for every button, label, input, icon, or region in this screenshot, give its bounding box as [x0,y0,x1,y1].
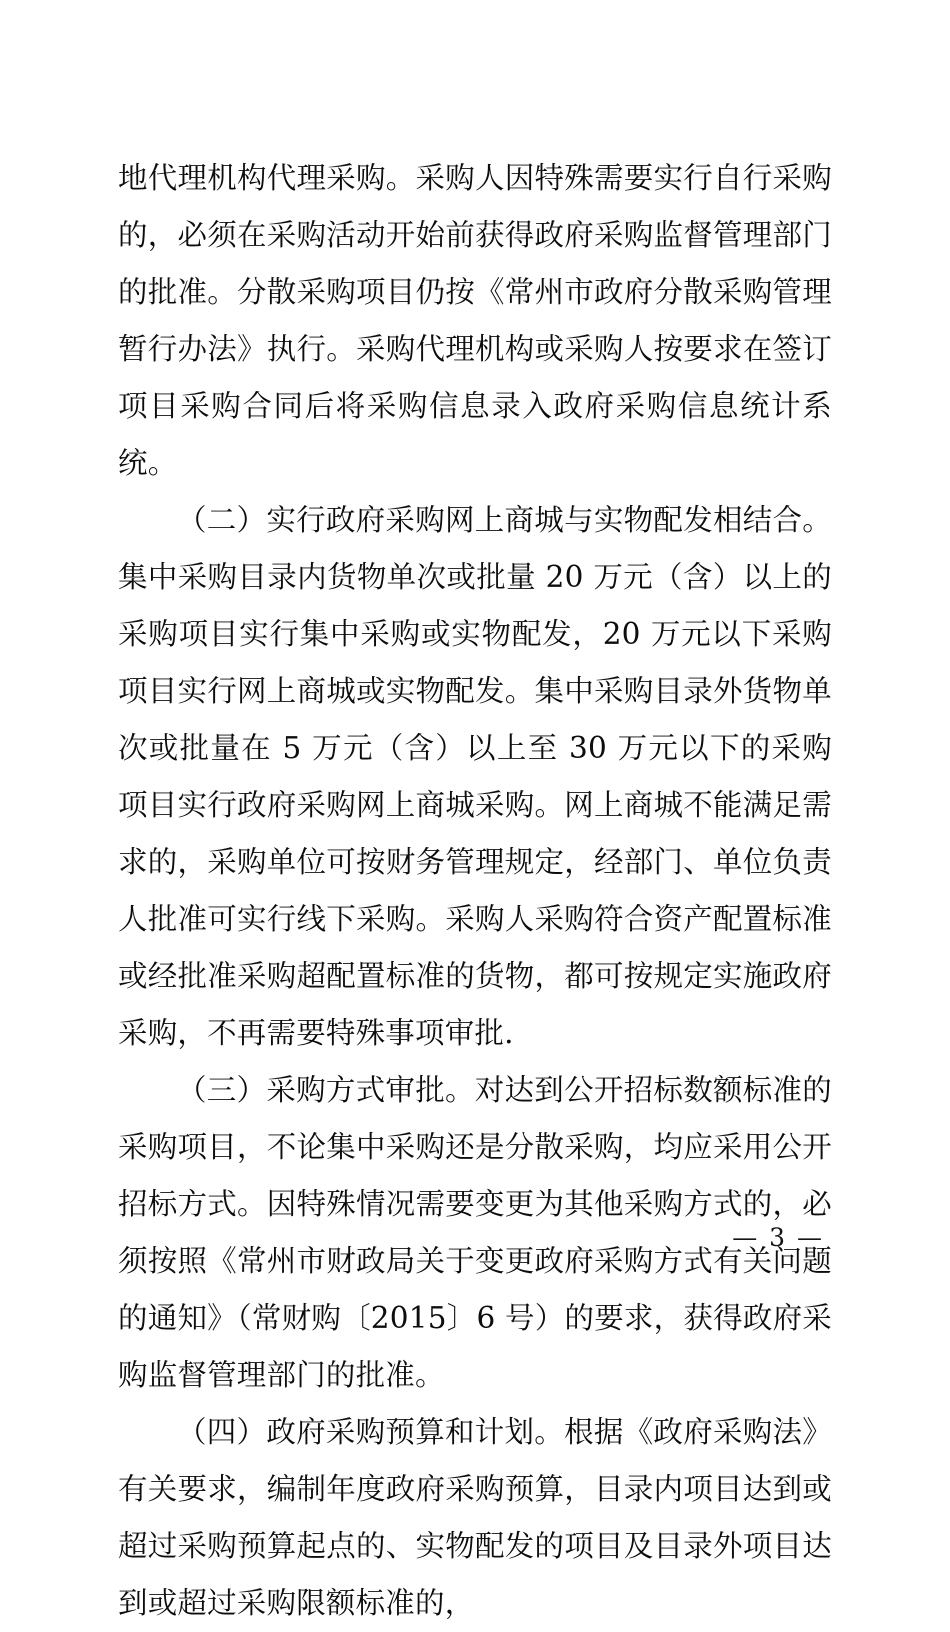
page-number: — 3 — [732,1223,824,1252]
paragraph-continued: 地代理机构代理采购。采购人因特殊需要实行自行采购的，必须在采购活动开始前获得政府采购监督管理部门的批准。分散采购项目仍按《常州市政府分散采购管理暂行办法》执行。采购代理机构或采购人按要求在签订项目采购合同后将采购信息录入政府采购信息统计系统。 [118,161,832,480]
document-body [118,150,832,1632]
paragraph-item-2: （二）实行政府采购网上商城与实物配发相结合。集中采购目录内货物单次或批量 20 万元（含）以上的采购项目实行集中采购或实物配发，20 万元以下采购项目实行网上商城或实物配发。集中采购目录外货物单次或批量在 5 万元（含）以上至 30 万元以下的采购项目实行政府采购网上商城采购。网上商城不能满足需求的，采购单位可按财务管理规定，经部门、单位负责人批准可实行线下采购。采购人采购符合资产配置标准或经批准采购超配置标准的货物，都可按规定实施政府采购，不再需要特殊事项审批. [118,503,832,1050]
paragraph-item-4: （四）政府采购预算和计划。根据《政府采购法》有关要求，编制年度政府采购预算，目录内项目达到或超过采购预算起点的、实物配发的项目及目录外项目达到或超过采购限额标准的， [118,1415,832,1620]
paragraph-item-3: （三）采购方式审批。对达到公开招标数额标准的采购项目，不论集中采购还是分散采购，均应采用公开招标方式。因特殊情况需要变更为其他采购方式的，必须按照《常州市财政局关于变更政府采购方式有关问题的通知》（常财购〔2015〕6 号）的要求，获得政府采购监督管理部门的批准。 [118,1073,832,1392]
